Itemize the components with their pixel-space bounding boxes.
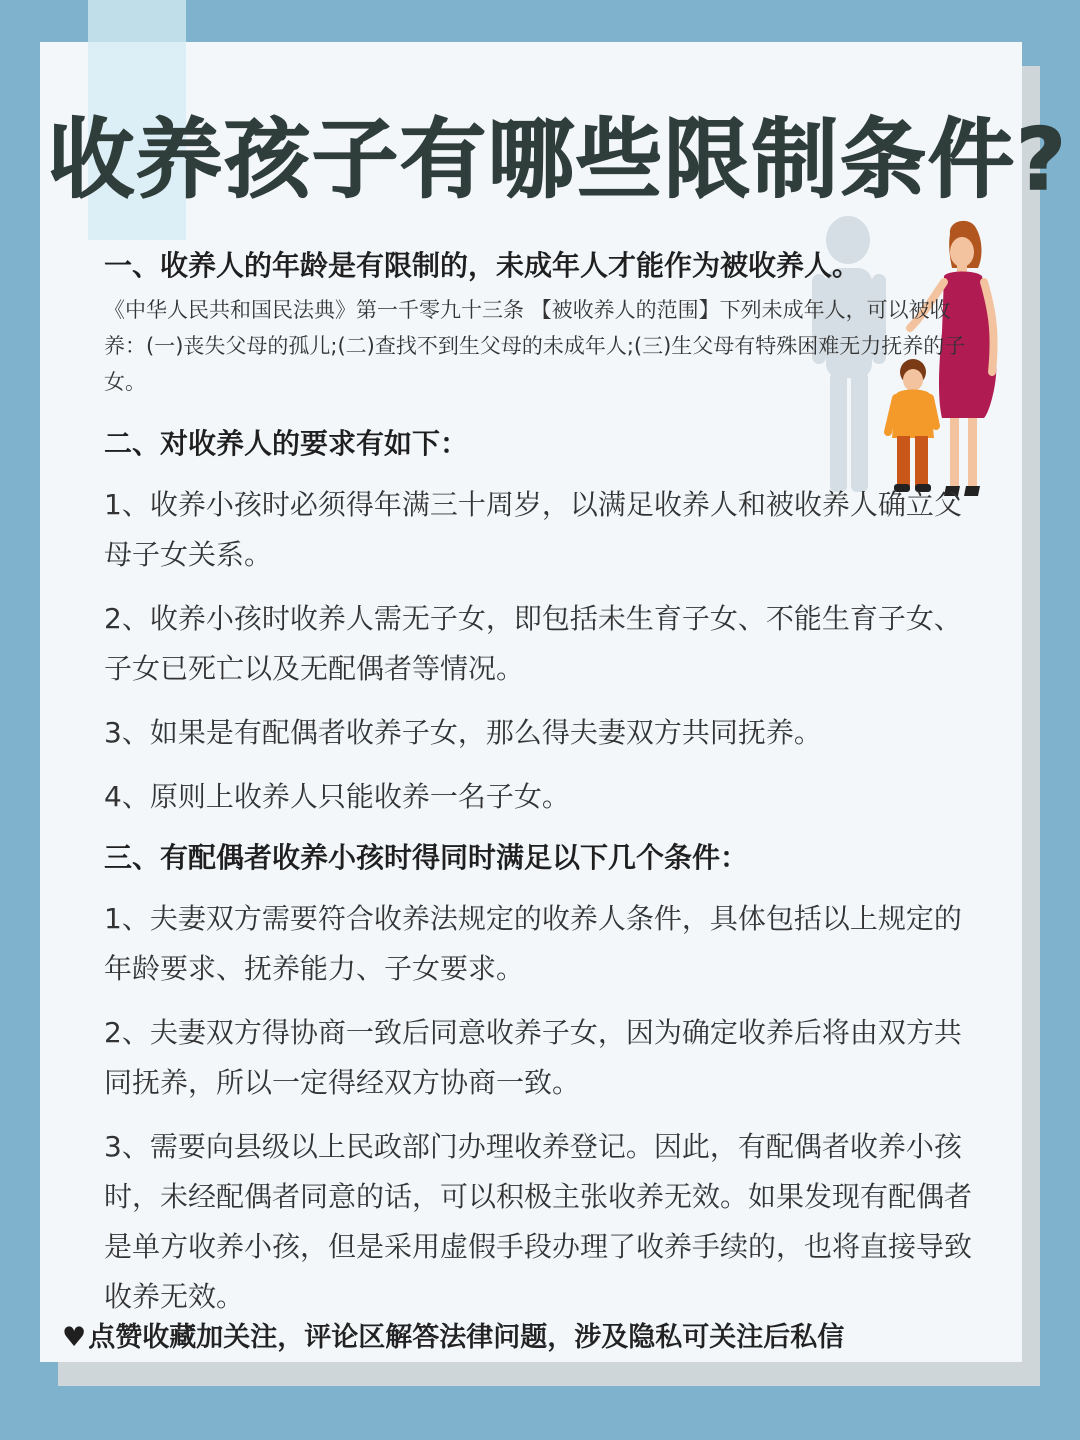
- section3-heading: 三、有配偶者收养小孩时得同时满足以下几个条件：: [104, 841, 749, 874]
- footer-text: 点赞收藏加关注，评论区解答法律问题，涉及隐私可关注后私信: [88, 1322, 845, 1353]
- section1-heading: 一、收养人的年龄是有限制的，未成年人才能作为被收养人。: [104, 249, 861, 282]
- law-citation: 《中华人民共和国民法典》第一千零九十三条 【被收养人的范围】下列未成年人，可以被收养：(一)丧失父母的孤儿;(二)查找不到生父母的未成年人;(三)生父母有特殊困难无力抚养的子女。: [104, 298, 966, 394]
- list-item: 4、原则上收养人只能收养一名子女。: [104, 780, 570, 813]
- page-title: 收养孩子有哪些限制条件?: [48, 110, 1068, 210]
- list-item: 3、需要向县级以上民政部门办理收养登记。因此，有配偶者收养小孩时，未经配偶者同意的话，可以积极主张收养无效。如果发现有配偶者是单方收养小孩，但是采用虚假手段办理了收养手续的，也将直接导致收养无效。: [104, 1130, 973, 1313]
- article-body: [104, 242, 972, 1322]
- list-item: 3、如果是有配偶者收养子女，那么得夫妻双方共同抚养。: [104, 716, 822, 749]
- list-item: 2、夫妻双方得协商一致后同意收养子女，因为确定收养后将由双方共同抚养，所以一定得经双方协商一致。: [104, 1016, 962, 1099]
- section2-heading: 二、对收养人的要求有如下：: [104, 427, 469, 460]
- list-item: 2、收养小孩时收养人需无子女，即包括未生育子女、不能生育子女、子女已死亡以及无配偶者等情况。: [104, 602, 962, 685]
- heart-icon: ♥: [62, 1322, 87, 1353]
- list-item: 1、收养小孩时必须得年满三十周岁，以满足收养人和被收养人确立父母子女关系。: [104, 488, 962, 571]
- footer-note: [62, 1316, 1022, 1360]
- list-item: 1、夫妻双方需要符合收养法规定的收养人条件，具体包括以上规定的年龄要求、抚养能力、子女要求。: [104, 902, 962, 985]
